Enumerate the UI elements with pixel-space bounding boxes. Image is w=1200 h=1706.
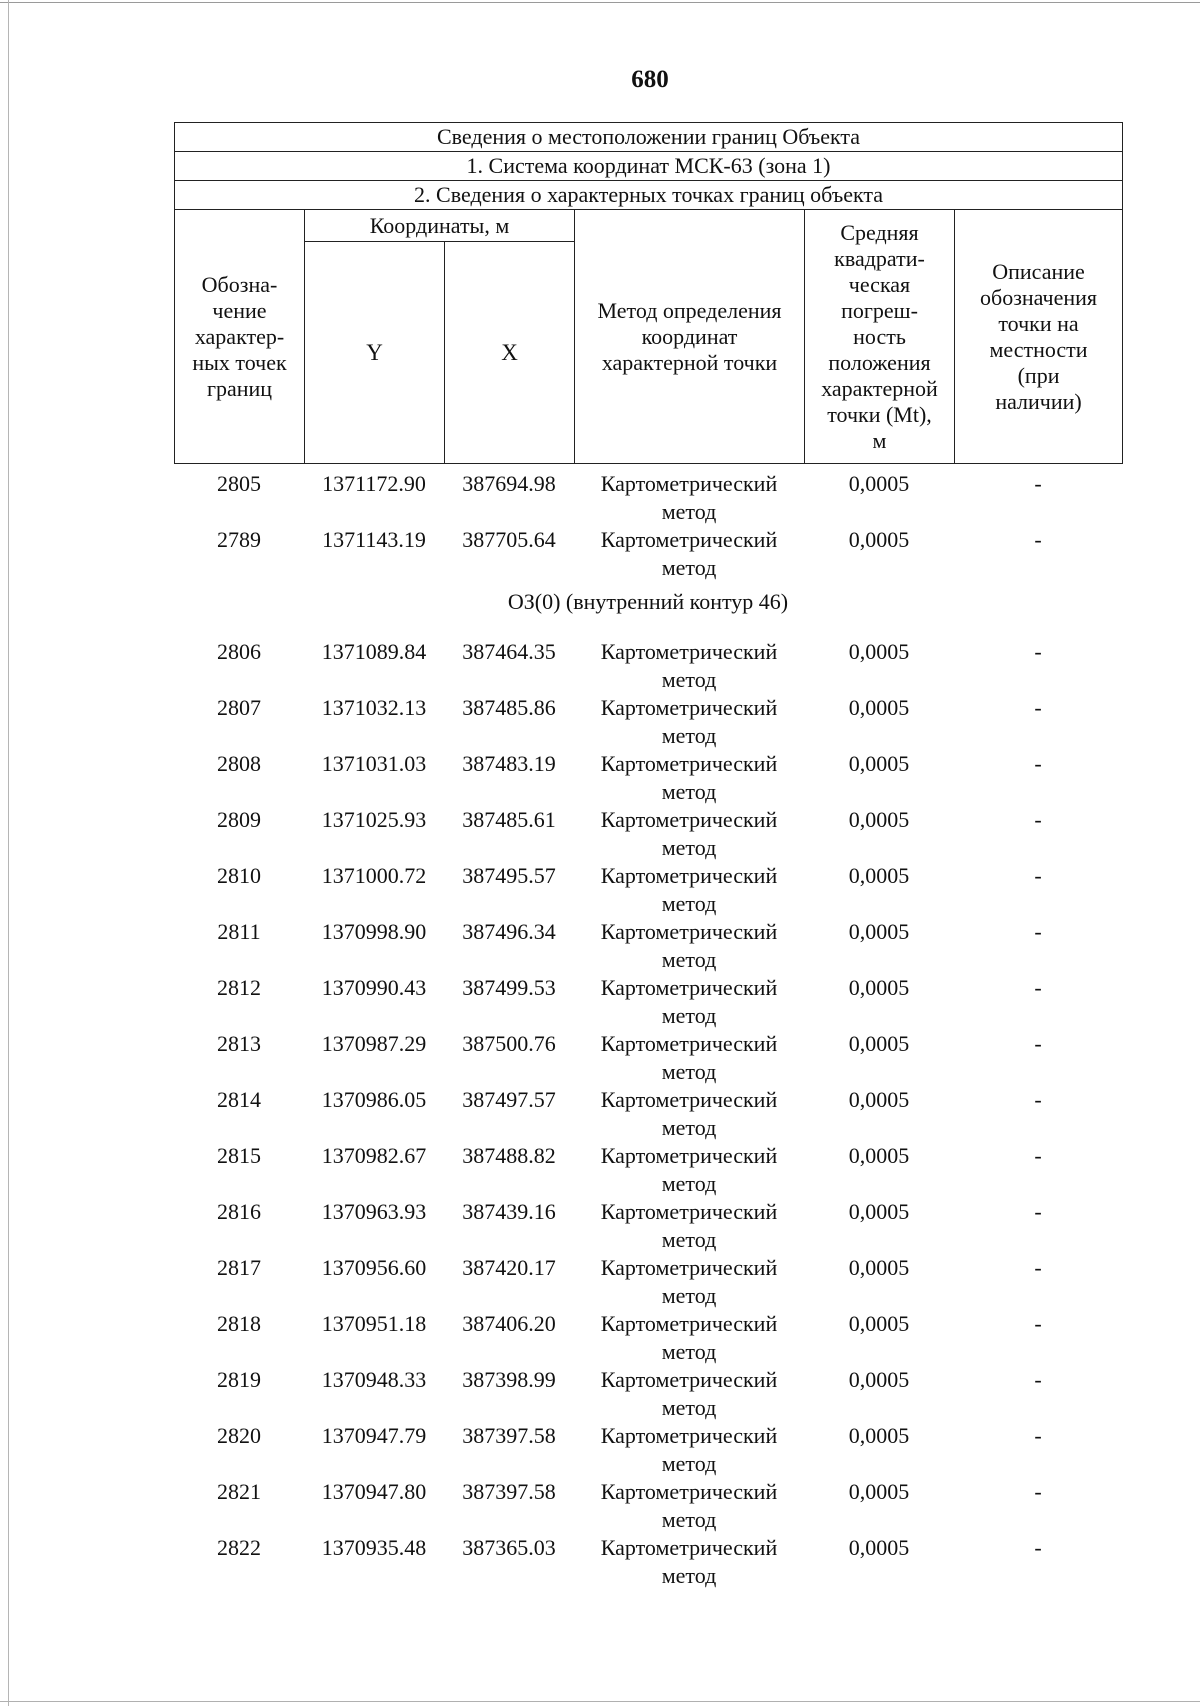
coord-y-text: 1371000.72 [321, 863, 427, 888]
coord-y [304, 694, 444, 722]
description-text: - [1034, 1199, 1042, 1224]
rows-group-b [174, 638, 1122, 1590]
description-text: - [1034, 695, 1042, 720]
description-text: - [1034, 1367, 1042, 1392]
coord-y [304, 470, 444, 498]
coord-y-text: 1371025.93 [321, 807, 427, 832]
point-id [174, 974, 304, 1002]
coord-y [304, 1142, 444, 1170]
table-row [174, 806, 1122, 862]
method-text: Картометрический [600, 1255, 778, 1280]
point-id [174, 526, 304, 554]
method-text-line2: метод [661, 667, 717, 692]
error-value-text: 0,0005 [848, 1199, 910, 1224]
method-text-line2: метод [661, 779, 717, 804]
coord-x-text: 387397.58 [462, 1423, 556, 1448]
error-value [804, 1478, 954, 1506]
method [574, 1366, 804, 1422]
point-id [174, 1366, 304, 1394]
coord-y [304, 1198, 444, 1226]
method-text: Картометрический [600, 527, 778, 552]
table-row [174, 1030, 1122, 1086]
method-text: Картометрический [600, 1367, 778, 1392]
coord-x [444, 806, 574, 834]
description-text: - [1034, 1143, 1042, 1168]
coord-y-text: 1370948.33 [321, 1367, 427, 1392]
coord-x-text: 387398.99 [462, 1367, 556, 1392]
table-row [174, 750, 1122, 806]
error-value [804, 1254, 954, 1282]
point-id [174, 1478, 304, 1506]
point-id [174, 1142, 304, 1170]
point-id [174, 1254, 304, 1282]
point-id [174, 1534, 304, 1562]
coord-x [444, 1422, 574, 1450]
description [954, 638, 1122, 666]
error-value-text: 0,0005 [848, 1423, 910, 1448]
section-title: ОЗ(0) (внутренний контур 46) [507, 589, 789, 614]
coord-y-text: 1371143.19 [322, 527, 426, 552]
table-row [174, 1198, 1122, 1254]
coord-x-text: 387365.03 [462, 1535, 556, 1560]
table-row [174, 862, 1122, 918]
error-value-text: 0,0005 [848, 471, 910, 496]
method [574, 974, 804, 1030]
coord-x [444, 750, 574, 778]
table-row [174, 1310, 1122, 1366]
coord-x-text: 387705.64 [462, 527, 556, 552]
error-value [804, 470, 954, 498]
error-value [804, 1366, 954, 1394]
col-header-error: Средняя квадрати- ческая погреш- ность положения характерной точки (Mt), м [805, 210, 955, 464]
method [574, 526, 804, 582]
coord-y [304, 1422, 444, 1450]
description [954, 806, 1122, 834]
method-text-line2: метод [661, 1283, 717, 1308]
method-text-line2: метод [661, 1115, 717, 1140]
point-id-text: 2813 [217, 1031, 261, 1056]
method-text-line2: метод [661, 723, 717, 748]
description [954, 1030, 1122, 1058]
error-value-text: 0,0005 [848, 1143, 910, 1168]
description [954, 1254, 1122, 1282]
method-text-line2: метод [661, 1339, 717, 1364]
description [954, 918, 1122, 946]
coord-x [444, 470, 574, 498]
error-value [804, 1030, 954, 1058]
error-value-text: 0,0005 [848, 1311, 910, 1336]
coord-x [444, 1254, 574, 1282]
error-value [804, 1534, 954, 1562]
page-number [0, 66, 1200, 94]
coord-x [444, 526, 574, 554]
coord-y-text: 1370935.48 [321, 1535, 427, 1560]
method-text-line2: метод [661, 1003, 717, 1028]
coord-x [444, 1478, 574, 1506]
method-text-line2: метод [661, 1171, 717, 1196]
point-id [174, 694, 304, 722]
point-id-text: 2812 [217, 975, 261, 1000]
error-value-text: 0,0005 [848, 1535, 910, 1560]
method [574, 1534, 804, 1590]
coord-x-text: 387397.58 [462, 1479, 556, 1504]
method-text: Картометрический [600, 1535, 778, 1560]
coord-y [304, 1086, 444, 1114]
method [574, 638, 804, 694]
method [574, 1142, 804, 1198]
error-value-text: 0,0005 [848, 975, 910, 1000]
method-text-line2: метод [661, 1227, 717, 1252]
method-text: Картометрический [600, 1087, 778, 1112]
description-text: - [1034, 1087, 1042, 1112]
description-text: - [1034, 471, 1042, 496]
table-row [174, 1366, 1122, 1422]
description-text: - [1034, 751, 1042, 776]
point-id [174, 806, 304, 834]
coord-x [444, 1534, 574, 1562]
method-text: Картометрический [600, 919, 778, 944]
coord-y-text: 1371089.84 [321, 639, 427, 664]
coord-y [304, 526, 444, 554]
point-id [174, 1198, 304, 1226]
point-id-text: 2811 [217, 919, 261, 944]
table-row [174, 1254, 1122, 1310]
point-id-text: 2814 [217, 1087, 261, 1112]
coord-x-text: 387439.16 [462, 1199, 556, 1224]
method-text: Картометрический [600, 1143, 778, 1168]
description [954, 526, 1122, 554]
description-text: - [1034, 807, 1042, 832]
method-text-line2: метод [661, 891, 717, 916]
error-value [804, 1422, 954, 1450]
description-text: - [1034, 919, 1042, 944]
error-value-text: 0,0005 [848, 807, 910, 832]
table-row [174, 470, 1122, 526]
coord-y [304, 806, 444, 834]
method-text-line2: метод [661, 499, 717, 524]
coord-x-text: 387500.76 [462, 1031, 556, 1056]
coord-x [444, 862, 574, 890]
point-id-text: 2806 [217, 639, 261, 664]
method-text: Картометрический [600, 751, 778, 776]
coord-y-text: 1370947.79 [321, 1423, 427, 1448]
method-text: Картометрический [600, 639, 778, 664]
description [954, 1086, 1122, 1114]
coord-x [444, 918, 574, 946]
description [954, 470, 1122, 498]
method-text: Картометрический [600, 1031, 778, 1056]
method-text: Картометрический [600, 1479, 778, 1504]
coord-x-text: 387483.19 [462, 751, 556, 776]
coord-x [444, 694, 574, 722]
error-value-text: 0,0005 [848, 1255, 910, 1280]
method-text-line2: метод [661, 1395, 717, 1420]
coord-x-text: 387485.86 [462, 695, 556, 720]
col-header-x: X [445, 242, 575, 464]
description [954, 694, 1122, 722]
method-text-line2: метод [661, 1563, 717, 1588]
coord-y [304, 1366, 444, 1394]
point-id [174, 1030, 304, 1058]
coord-x-text: 387694.98 [462, 471, 556, 496]
coord-x [444, 1310, 574, 1338]
point-id [174, 918, 304, 946]
method [574, 1030, 804, 1086]
coord-x-text: 387406.20 [462, 1311, 556, 1336]
error-value [804, 862, 954, 890]
description-text: - [1034, 863, 1042, 888]
coord-x-text: 387495.57 [462, 863, 556, 888]
table-row [174, 1086, 1122, 1142]
method-text-line2: метод [661, 1507, 717, 1532]
error-value-text: 0,0005 [848, 1479, 910, 1504]
coord-x [444, 638, 574, 666]
point-id-text: 2820 [217, 1423, 261, 1448]
page-number-text: 680 [631, 66, 669, 93]
method-text: Картометрический [600, 863, 778, 888]
point-id-text: 2818 [217, 1311, 261, 1336]
coord-y-text: 1371032.13 [321, 695, 427, 720]
point-id-text: 2808 [217, 751, 261, 776]
coord-y [304, 974, 444, 1002]
error-value [804, 1142, 954, 1170]
coordinates-table-header [174, 122, 1123, 464]
error-value [804, 526, 954, 554]
description [954, 974, 1122, 1002]
coord-y [304, 918, 444, 946]
coord-y-text: 1370987.29 [321, 1031, 427, 1056]
error-value-text: 0,0005 [848, 695, 910, 720]
description [954, 1310, 1122, 1338]
description [954, 1534, 1122, 1562]
method [574, 918, 804, 974]
point-id [174, 638, 304, 666]
table-title-points: 2. Сведения о характерных точках границ объекта [175, 181, 1123, 210]
error-value [804, 750, 954, 778]
error-value [804, 918, 954, 946]
table-row [174, 1142, 1122, 1198]
coord-y [304, 1310, 444, 1338]
table-title-coordinate-system: 1. Система координат МСК-63 (зона 1) [175, 152, 1123, 181]
description [954, 862, 1122, 890]
error-value-text: 0,0005 [848, 919, 910, 944]
table-row [174, 1422, 1122, 1478]
method-text-line2: метод [661, 1059, 717, 1084]
error-value [804, 638, 954, 666]
col-header-description: Описание обозначения точки на местности (при наличии) [955, 210, 1123, 464]
coord-x-text: 387464.35 [462, 639, 556, 664]
point-id-text: 2819 [217, 1367, 261, 1392]
method-text: Картометрический [600, 1199, 778, 1224]
description [954, 1422, 1122, 1450]
error-value [804, 806, 954, 834]
point-id-text: 2805 [217, 471, 261, 496]
scan-edge-top [0, 2, 1200, 3]
coord-y [304, 638, 444, 666]
coord-y [304, 1030, 444, 1058]
table-row [174, 526, 1122, 582]
method [574, 1478, 804, 1534]
method-text: Картометрический [600, 1311, 778, 1336]
error-value-text: 0,0005 [848, 527, 910, 552]
method [574, 862, 804, 918]
scan-edge-bottom [0, 1701, 1200, 1702]
point-id [174, 470, 304, 498]
description-text: - [1034, 1423, 1042, 1448]
coord-y-text: 1370947.80 [321, 1479, 427, 1504]
description-text: - [1034, 1311, 1042, 1336]
coord-x-text: 387485.61 [462, 807, 556, 832]
coord-y-text: 1370951.18 [321, 1311, 427, 1336]
description-text: - [1034, 1535, 1042, 1560]
table-row [174, 638, 1122, 694]
col-header-y: Y [305, 242, 445, 464]
coord-y-text: 1370986.05 [321, 1087, 427, 1112]
coord-y [304, 862, 444, 890]
col-header-method: Метод определения координат характерной точки [575, 210, 805, 464]
rows-group-a [174, 470, 1122, 582]
error-value [804, 1198, 954, 1226]
point-id-text: 2821 [217, 1479, 261, 1504]
method [574, 1254, 804, 1310]
method [574, 694, 804, 750]
coord-y [304, 750, 444, 778]
error-value-text: 0,0005 [848, 1031, 910, 1056]
error-value-text: 0,0005 [848, 751, 910, 776]
error-value-text: 0,0005 [848, 639, 910, 664]
error-value [804, 1086, 954, 1114]
method [574, 470, 804, 526]
description-text: - [1034, 639, 1042, 664]
table-row [174, 1478, 1122, 1534]
coord-y-text: 1370963.93 [321, 1199, 427, 1224]
coord-y [304, 1478, 444, 1506]
point-id [174, 750, 304, 778]
table-title-objects: Сведения о местоположении границ Объекта [175, 123, 1123, 152]
point-id-text: 2816 [217, 1199, 261, 1224]
description-text: - [1034, 527, 1042, 552]
coord-y-text: 1370998.90 [321, 919, 427, 944]
description [954, 1142, 1122, 1170]
error-value [804, 694, 954, 722]
method [574, 1086, 804, 1142]
method-text: Картометрический [600, 471, 778, 496]
description [954, 1198, 1122, 1226]
method [574, 1310, 804, 1366]
error-value-text: 0,0005 [848, 1087, 910, 1112]
error-value-text: 0,0005 [848, 863, 910, 888]
coord-x [444, 1030, 574, 1058]
method-text-line2: метод [661, 555, 717, 580]
coord-x [444, 1198, 574, 1226]
method-text-line2: метод [661, 835, 717, 860]
coord-x [444, 1142, 574, 1170]
coord-y-text: 1370982.67 [321, 1143, 427, 1168]
coord-y [304, 1534, 444, 1562]
method-text-line2: метод [661, 1451, 717, 1476]
method-text: Картометрический [600, 1423, 778, 1448]
coord-y-text: 1371031.03 [321, 751, 427, 776]
coord-y-text: 1370956.60 [321, 1255, 427, 1280]
method-text-line2: метод [661, 947, 717, 972]
table-row [174, 1534, 1122, 1590]
coord-x-text: 387488.82 [462, 1143, 556, 1168]
point-id [174, 862, 304, 890]
method-text: Картометрический [600, 975, 778, 1000]
description-text: - [1034, 1255, 1042, 1280]
point-id-text: 2789 [217, 527, 261, 552]
coord-x [444, 1086, 574, 1114]
table-row [174, 974, 1122, 1030]
coord-x-text: 387499.53 [462, 975, 556, 1000]
method [574, 750, 804, 806]
method [574, 806, 804, 862]
description-text: - [1034, 1031, 1042, 1056]
scan-edge-left [8, 0, 9, 1706]
table-body [174, 470, 1122, 1590]
error-value [804, 974, 954, 1002]
coord-x-text: 387496.34 [462, 919, 556, 944]
error-value [804, 1310, 954, 1338]
col-header-coordinates: Координаты, м [305, 210, 575, 242]
method-text: Картометрический [600, 807, 778, 832]
coord-y-text: 1370990.43 [321, 975, 427, 1000]
method [574, 1422, 804, 1478]
method [574, 1198, 804, 1254]
point-id-text: 2815 [217, 1143, 261, 1168]
table-row [174, 918, 1122, 974]
point-id-text: 2810 [217, 863, 261, 888]
point-id [174, 1086, 304, 1114]
point-id-text: 2809 [217, 807, 261, 832]
description-text: - [1034, 975, 1042, 1000]
coord-x-text: 387497.57 [462, 1087, 556, 1112]
point-id-text: 2822 [217, 1535, 261, 1560]
point-id-text: 2807 [217, 695, 261, 720]
description [954, 750, 1122, 778]
method-text: Картометрический [600, 695, 778, 720]
table-row [174, 694, 1122, 750]
coord-x-text: 387420.17 [462, 1255, 556, 1280]
coord-x [444, 1366, 574, 1394]
point-id-text: 2817 [217, 1255, 261, 1280]
coord-y-text: 1371172.90 [322, 471, 426, 496]
point-id [174, 1310, 304, 1338]
description [954, 1366, 1122, 1394]
description [954, 1478, 1122, 1506]
description-text: - [1034, 1479, 1042, 1504]
coord-y [304, 1254, 444, 1282]
error-value-text: 0,0005 [848, 1367, 910, 1392]
col-header-point-id: Обозна- чение характер- ных точек границ [175, 210, 305, 464]
coord-x [444, 974, 574, 1002]
point-id [174, 1422, 304, 1450]
